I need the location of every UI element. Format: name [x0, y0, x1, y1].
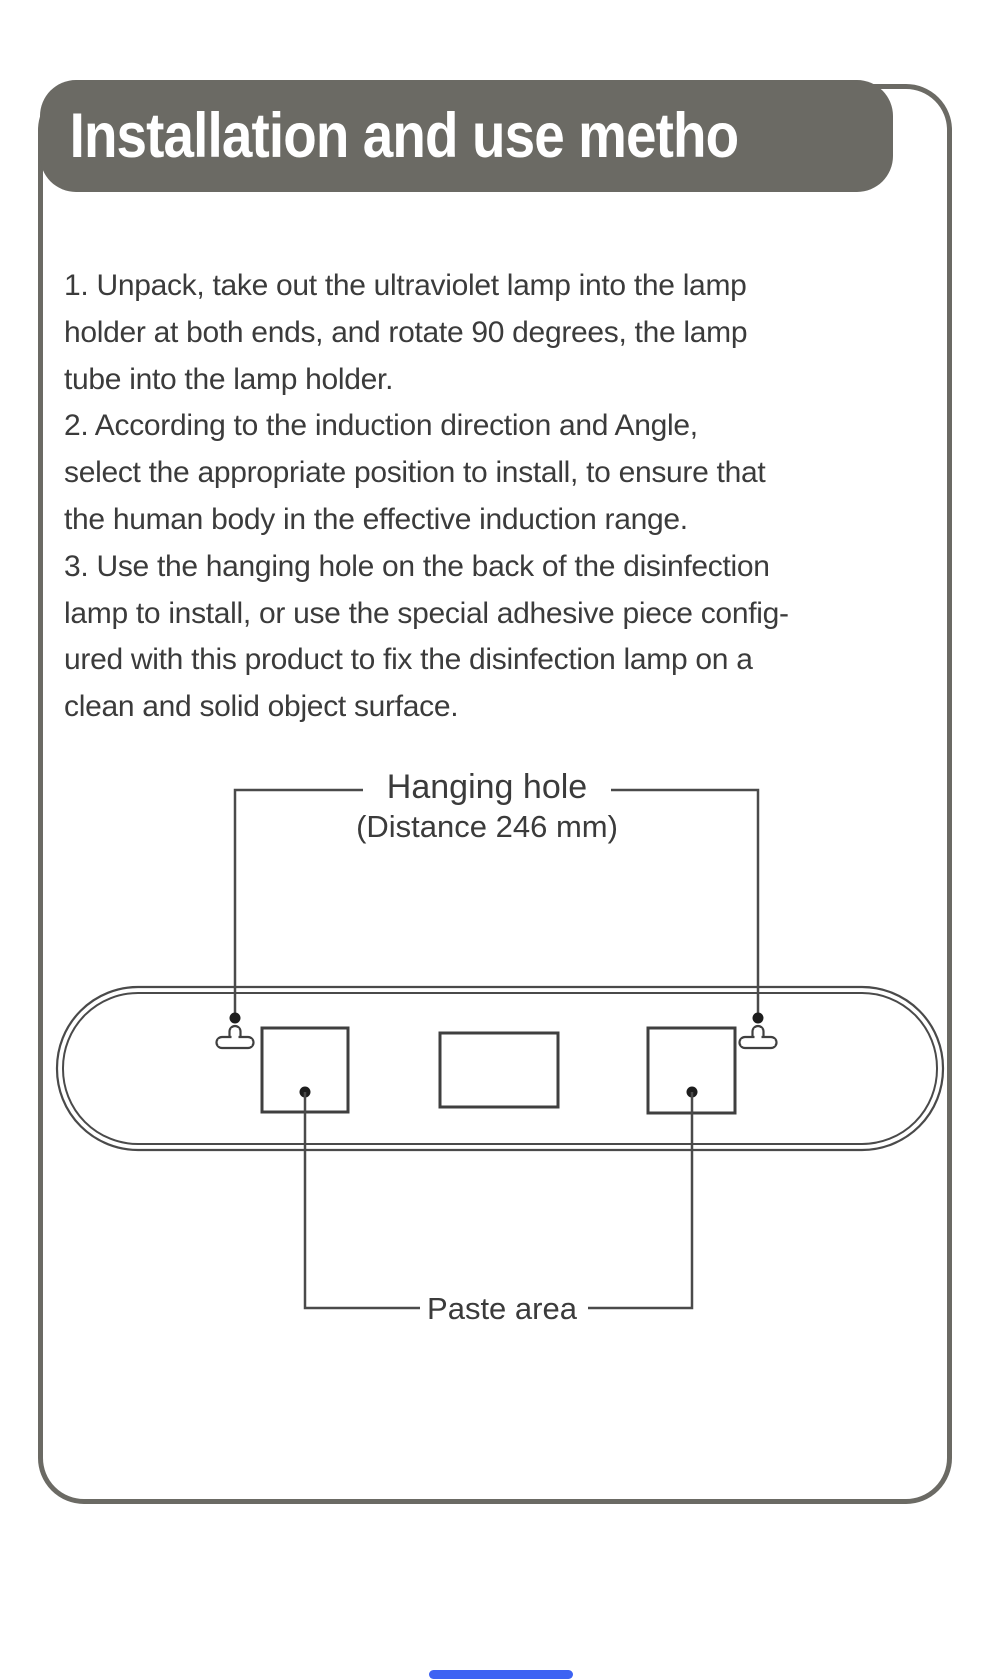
connector-dot — [230, 1013, 241, 1024]
text-line: 3. Use the hanging hole on the back of the disinfection — [64, 549, 770, 583]
device-diagram — [0, 700, 1000, 1350]
text-line: 2. According to the induction direction and Angle, — [64, 409, 698, 443]
text-line: 1. Unpack, take out the ultraviolet lamp into the lamp — [64, 269, 747, 302]
title-bar — [40, 80, 893, 192]
hanging-hole-callout-line-left — [235, 790, 363, 1013]
instructions-text — [64, 263, 934, 731]
text-line: select the appropriate position to install, to ensure that — [64, 456, 766, 490]
text-line: tube into the lamp holder. — [64, 362, 394, 396]
hanging-hole-label: Hanging hole — [386, 768, 588, 806]
text-line: holder at both ends, and rotate 90 degrees, the lamp — [64, 315, 748, 349]
text-line: the human body in the effective induction range. — [64, 502, 688, 536]
connector-dot — [753, 1013, 764, 1024]
text-line: lamp to install, or use the special adhesive piece config- — [64, 596, 789, 630]
hanging-hole-distance-label: (Distance 246 mm) — [356, 809, 618, 844]
paste-area-label: Paste area — [427, 1291, 577, 1326]
hanging-hole-callout-line-right — [611, 790, 758, 1013]
center-rect — [440, 1033, 558, 1107]
page-title: Installation and use metho — [69, 101, 739, 171]
text-line: clean and solid object surface. — [64, 690, 459, 724]
text-line: ured with this product to fix the disinfection lamp on a — [64, 643, 753, 677]
bottom-indicator — [429, 1670, 573, 1679]
